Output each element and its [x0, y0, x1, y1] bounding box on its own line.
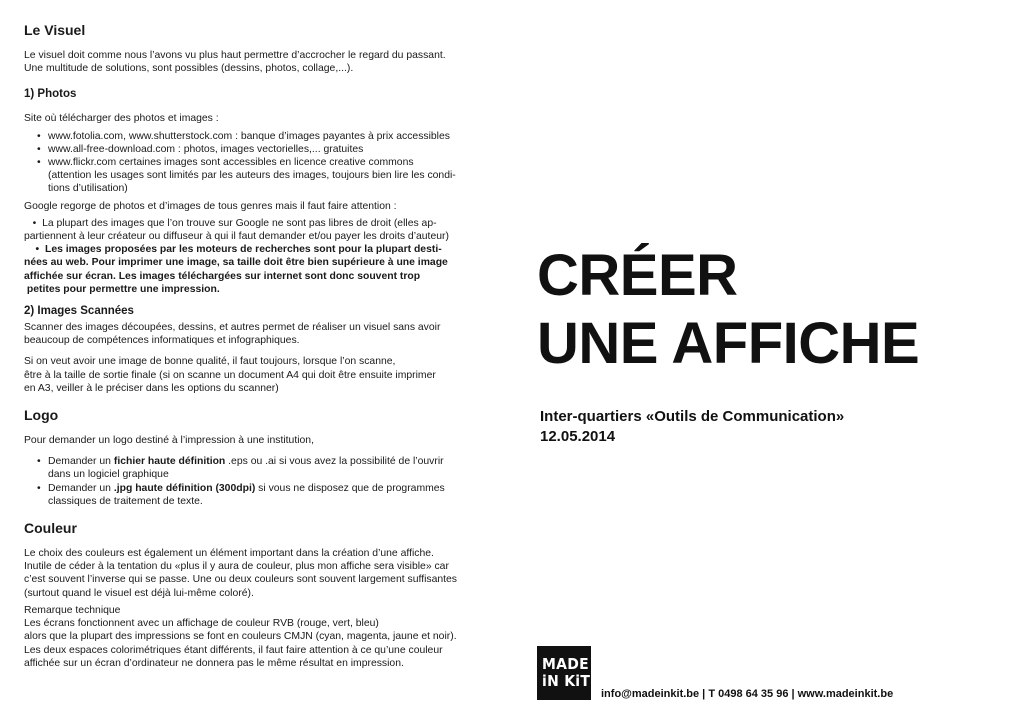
- subtitle: [540, 407, 844, 447]
- photo-sites-list: [24, 130, 494, 196]
- list-item-text: tions d’utilisation): [48, 183, 128, 195]
- paragraph: Scanner des images découpées, dessins, et autres permet de réaliser un visuel sans avoir: [24, 322, 441, 334]
- subtitle-line: Inter-quartiers «Outils de Communication»: [540, 408, 845, 425]
- paragraph: (surtout quand le visuel est déjà lui-même coloré).: [24, 587, 254, 599]
- paragraph-bold: nées au web. Pour imprimer une image, sa taille doit être bien supérieure à une image: [24, 257, 448, 269]
- madeinkit-logo: [537, 646, 591, 700]
- paragraph: Remarque technique: [24, 604, 121, 616]
- list-item: • Demander un fichier haute définition .eps ou .ai si vous avez la possibilité de l’ouvrir dans un logiciel graphique: [48, 455, 494, 481]
- title-line: UNE AFFICHE: [537, 311, 920, 376]
- paragraph-bold: affichée sur écran. Les images téléchargées sur internet sont donc souvent trop: [24, 270, 421, 282]
- paragraph: alors que la plupart des impressions se font en couleurs CMJN (cyan, magenta, jaune et noir).: [24, 631, 457, 643]
- paragraph: Le choix des couleurs est également un élément important dans la création d’une affiche.: [24, 548, 434, 560]
- title-line: CRÉER: [537, 243, 738, 308]
- section-heading-logo: Logo: [24, 407, 59, 424]
- logo-text: MADE: [542, 655, 589, 673]
- paragraph: c’est souvent l’inverse qui se passe. Une ou deux couleurs sont souvent largement suffisantes: [24, 574, 457, 586]
- subsection-heading-photos: 1) Photos: [24, 88, 77, 101]
- subtitle-date: 12.05.2014: [540, 428, 616, 445]
- paragraph: être à la taille de sortie finale (si on scanne un document A4 qui doit être ensuite imprimer: [24, 369, 436, 381]
- paragraph: affichée sur un écran d’ordinateur ne donnera pas le même résultat en impression.: [24, 657, 404, 669]
- paragraph: Pour demander un logo destiné à l’impression à une institution,: [24, 435, 314, 447]
- paragraph: Si on veut avoir une image de bonne qualité, il faut toujours, lorsque l’on scanne,: [24, 356, 396, 368]
- paragraph: Une multitude de solutions, sont possibles (dessins, photos, collage,...).: [24, 63, 354, 75]
- subsection-heading-scans: 2) Images Scannées: [24, 305, 134, 318]
- section-heading-couleur: Couleur: [24, 520, 77, 537]
- left-column: [24, 22, 494, 670]
- list-item: • Demander un .jpg haute définition (300dpi) si vous ne disposez que de programmes classiques de traitement de texte.: [48, 482, 494, 508]
- section-heading-visuel: Le Visuel: [24, 22, 86, 38]
- paragraph: partiennent à leur créateur ou diffuseur à qui il faut demander et/ou payer les droits d’auteur): [24, 231, 449, 243]
- paragraph-bold: petites pour permettre une impression.: [26, 283, 220, 295]
- list-item-text: (attention les usages sont limités par les auteurs des images, toujours bien lire les condi-: [48, 170, 456, 182]
- contact-line: info@madeinkit.be | T 0498 64 35 96 | www.madeinkit.be: [601, 688, 894, 700]
- paragraph: beaucoup de compétences informatiques et infographiques.: [24, 335, 300, 347]
- paragraph: • La plupart des images que l’on trouve sur Google ne sont pas libres de droit (elles ap-: [24, 217, 437, 229]
- paragraph: en A3, veiller à le préciser dans les options du scanner): [24, 382, 279, 394]
- page-title: [537, 242, 919, 378]
- paragraph: Google regorge de photos et d’images de tous genres mais il faut faire attention :: [24, 200, 397, 212]
- paragraph-bold: • Les images proposées par les moteurs de recherches sont pour la plupart desti-: [24, 244, 442, 256]
- list-item-text: www.flickr.com certaines images sont accessibles en licence creative commons: [48, 157, 414, 169]
- logo-text: iN KiT: [542, 672, 591, 690]
- paragraph: Inutile de céder à la tentation du «plus il y aura de couleur, plus mon affiche sera visible» car: [24, 561, 449, 573]
- paragraph: Les écrans fonctionnent avec un affichage de couleur RVB (rouge, vert, bleu): [24, 618, 379, 630]
- list-item: • www.fotolia.com, www.shutterstock.com : banque d’images payantes à prix accessibles: [48, 130, 494, 143]
- paragraph: Les deux espaces colorimétriques étant différents, il faut faire attention à ce qu’une couleur: [24, 644, 443, 656]
- list-item: • www.all-free-download.com : photos, images vectorielles,... gratuites: [48, 143, 494, 156]
- logo-requests-list: [24, 455, 494, 508]
- paragraph: Le visuel doit comme nous l’avons vu plus haut permettre d’accrocher le regard du passant.: [24, 50, 446, 61]
- paragraph: Site où télécharger des photos et images :: [24, 113, 219, 125]
- list-item: [48, 156, 494, 196]
